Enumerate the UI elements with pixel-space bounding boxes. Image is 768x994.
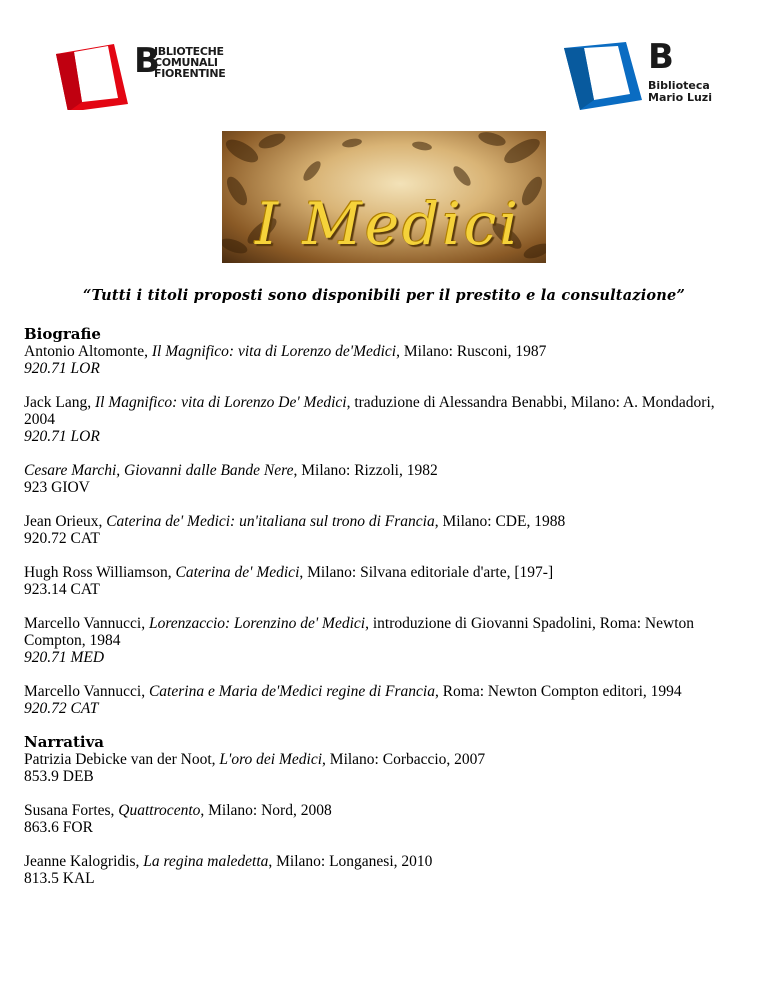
- entry-list: [24, 343, 744, 717]
- call-number: 863.6 FOR: [24, 819, 93, 836]
- entry-citation: [24, 853, 744, 870]
- entry-publication: , Milano: Silvana editoriale d'arte, [197-]: [299, 564, 554, 581]
- entry-publication: , Milano: Corbaccio, 2007: [322, 751, 486, 768]
- entry-publication: , Roma: Newton Compton editori, 1994: [434, 683, 682, 700]
- entry-title: Lorenzaccio: Lorenzino de' Medici: [148, 615, 366, 632]
- entry-title: Il Magnifico: vita di Lorenzo de'Medici: [151, 343, 397, 360]
- call-number: 920.72 CAT: [24, 700, 99, 717]
- logo-line-1: IBLIOTECHE: [154, 45, 224, 58]
- entry-title: La regina maledetta: [143, 853, 269, 870]
- logo-initial: B: [134, 41, 160, 81]
- entry-author: Susana Fortes,: [24, 802, 119, 819]
- bibliography-entry: [24, 462, 744, 496]
- entry-title: Il Magnifico: vita di Lorenzo De' Medici: [95, 394, 347, 411]
- bibliography-entry: [24, 802, 744, 836]
- entry-author: Antonio Altomonte,: [24, 343, 152, 360]
- logo-subtitle: [648, 80, 712, 104]
- bibliography: [24, 326, 744, 887]
- entry-author: Marcello Vannucci,: [24, 615, 149, 632]
- entry-citation: [24, 343, 744, 360]
- entry-title: Caterina de' Medici: [175, 564, 300, 581]
- entry-citation: [24, 615, 744, 649]
- entry-publication: , Milano: Longanesi, 2010: [268, 853, 433, 870]
- entry-citation: [24, 513, 744, 530]
- bibliography-entry: [24, 343, 744, 377]
- entry-title: Quattrocento: [118, 802, 201, 819]
- entry-author: Jack Lang,: [24, 394, 96, 411]
- call-number: 920.71 LOR: [24, 360, 100, 377]
- entry-title: Caterina de' Medici: un'italiana sul trono di Francia: [106, 513, 435, 530]
- entry-author: Patrizia Debicke van der Noot,: [24, 751, 220, 768]
- entry-publication: , introduzione di Giovanni Spadolini, Roma: Newton Compton, 1984: [24, 615, 694, 649]
- entry-title: L'oro dei Medici: [219, 751, 323, 768]
- entry-publication: , traduzione di Alessandra Benabbi, Milano: A. Mondadori, 2004: [24, 394, 715, 428]
- entry-author: Hugh Ross Williamson,: [24, 564, 176, 581]
- banner-title: I Medici: [255, 190, 521, 258]
- call-number: 813.5 KAL: [24, 870, 95, 887]
- entry-citation: [24, 394, 744, 428]
- bibliography-entry: [24, 513, 744, 547]
- blue-book-icon: [560, 40, 644, 112]
- bibliography-entry: [24, 751, 744, 785]
- call-number: 923 GIOV: [24, 479, 90, 496]
- entry-title: Caterina e Maria de'Medici regine di Francia: [148, 683, 435, 700]
- entry-citation: [24, 751, 744, 768]
- bibliography-entry: [24, 615, 744, 666]
- logo-initial: B: [648, 37, 674, 77]
- red-book-icon: [52, 40, 132, 110]
- call-number: 920.71 MED: [24, 649, 105, 666]
- logo-line-1: Biblioteca: [648, 79, 710, 92]
- entry-title: Cesare Marchi, Giovanni dalle Bande Nere: [24, 462, 294, 479]
- section-title: Biografie: [24, 325, 101, 343]
- bibliography-entry: [24, 853, 744, 887]
- entry-author: Jeanne Kalogridis,: [24, 853, 144, 870]
- medici-banner: [222, 131, 546, 263]
- entry-publication: , Milano: CDE, 1988: [434, 513, 566, 530]
- entry-list: [24, 751, 744, 887]
- bibliography-entry: [24, 564, 744, 598]
- entry-citation: [24, 462, 744, 479]
- call-number: 920.71 LOR: [24, 428, 100, 445]
- call-number: 853.9 DEB: [24, 768, 94, 785]
- entry-citation: [24, 802, 744, 819]
- call-number: 923.14 CAT: [24, 581, 100, 598]
- entry-publication: , Milano: Rizzoli, 1982: [293, 462, 438, 479]
- entry-citation: [24, 564, 744, 581]
- bibliography-entry: [24, 394, 744, 445]
- logo-line-2: Mario Luzi: [648, 91, 712, 104]
- entry-citation: [24, 683, 744, 700]
- entry-author: Marcello Vannucci,: [24, 683, 149, 700]
- entry-publication: , Milano: Nord, 2008: [200, 802, 332, 819]
- entry-publication: , Milano: Rusconi, 1987: [396, 343, 547, 360]
- logo-line-2: COMUNALI: [154, 56, 218, 69]
- availability-note: “Tutti i titoli proposti sono disponibili per il prestito e la consultazione”: [82, 287, 686, 304]
- bibliography-entry: [24, 683, 744, 717]
- entry-author: Jean Orieux,: [24, 513, 107, 530]
- biblioteca-mario-luzi-logo: [560, 37, 720, 110]
- logo-line-3: FIORENTINE: [154, 67, 226, 80]
- section-narrativa: [24, 734, 744, 887]
- call-number: 920.72 CAT: [24, 530, 100, 547]
- section-biografie: [24, 326, 744, 717]
- section-title: Narrativa: [24, 733, 105, 751]
- biblioteche-comunali-logo: [52, 40, 226, 110]
